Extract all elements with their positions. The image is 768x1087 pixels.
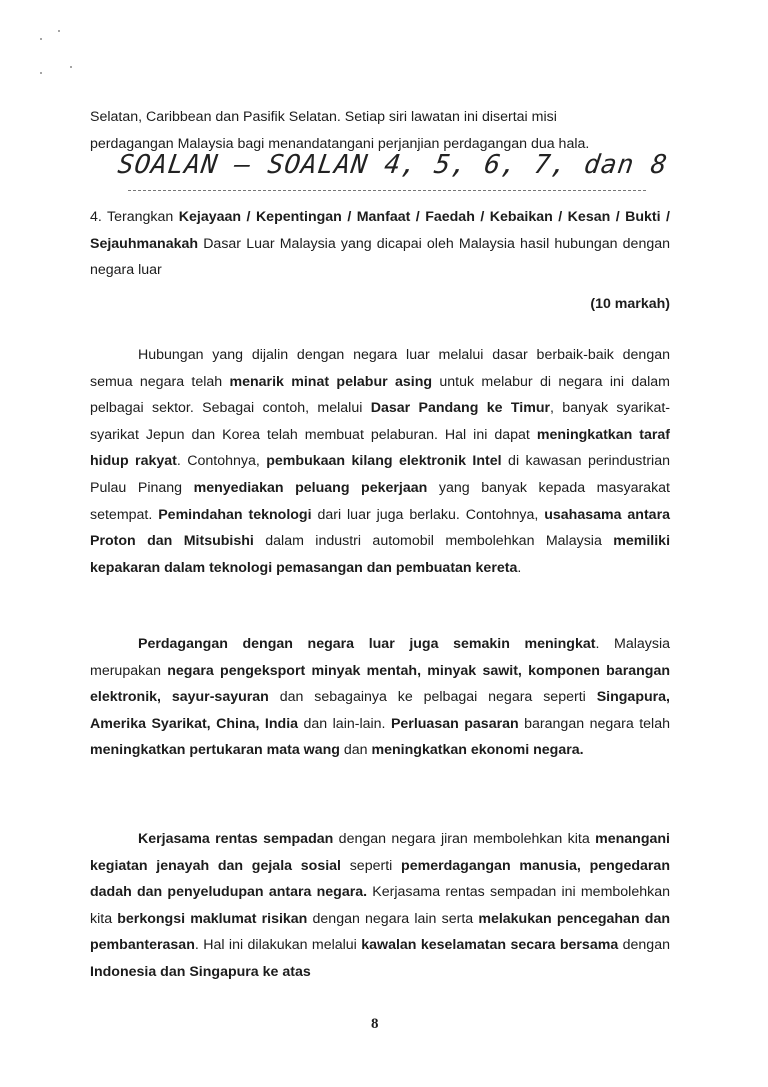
heading-underline xyxy=(128,190,646,191)
scan-speck xyxy=(40,38,42,40)
scan-speck xyxy=(70,66,72,68)
page-number: 8 xyxy=(371,1016,379,1032)
answer-paragraph-1: Hubungan yang dijalin dengan negara luar melalui dasar berbaik-baik dengan semua negara telah menarik minat pelabur asing untuk melabur di negara ini dalam pelbagai sektor. Sebagai contoh, melalui Dasar Pandang ke Timur, banyak syarikat-syarikat Jepun dan Korea telah membuat pelaburan. Hal ini dapat meningkatkan taraf hidup rakyat. Contohnya, pembukaan kilang elektronik Intel di kawasan perindustrian Pulau Pinang menyediakan peluang pekerjaan yang banyak kepada masyarakat setempat. Pemindahan teknologi dari luar juga berlaku. Contohnya, usahasama antara Proton dan Mitsubishi dalam industri automobil membolehkan Malaysia memiliki kepakaran dalam teknologi pemasangan dan pembuatan kereta. xyxy=(90,347,671,576)
answer-paragraph-2: Perdagangan dengan negara luar juga semakin meningkat. Malaysia merupakan negara pengeksport minyak mentah, minyak sawit, komponen barangan elektronik, sayur-sayuran dan sebagainya ke pelbagai negara seperti Singapura, Amerika Syarikat, China, India dan lain-lain. Perluasan pasaran barangan negara telah meningkatkan pertukaran mata wang dan meningkatkan ekonomi negara. xyxy=(90,636,671,759)
scan-speck xyxy=(58,30,60,32)
scan-speck xyxy=(40,72,42,74)
intro-line-1: Selatan, Caribbean dan Pasifik Selatan. Setiap siri lawatan ini disertai misi xyxy=(90,109,557,125)
handwritten-heading: SOALAN – SOALAN 4, 5, 6, 7, dan 8 xyxy=(115,150,670,180)
marks-label: (10 markah) xyxy=(590,296,670,312)
intro-line-2: perdagangan Malaysia bagi menandatangani perjanjian perdagangan dua hala. xyxy=(90,135,590,152)
question-4: 4. Terangkan Kejayaan / Kepentingan / Manfaat / Faedah / Kebaikan / Kesan / Bukti / Sejauhmanakah Dasar Luar Malaysia yang dicapai oleh Malaysia hasil hubungan dengan negara luar xyxy=(90,209,671,279)
answer-paragraph-3: Kerjasama rentas sempadan dengan negara jiran membolehkan kita menangani kegiatan jenayah dan gejala sosial seperti pemerdagangan manusia, pengedaran dadah dan penyeludupan antara negara. Kerjasama rentas sempadan ini membolehkan kita berkongsi maklumat risikan dengan negara lain serta melakukan pencegahan dan pembanterasan. Hal ini dilakukan melalui kawalan keselamatan secara bersama dengan Indonesia dan Singapura ke atas xyxy=(90,831,671,980)
